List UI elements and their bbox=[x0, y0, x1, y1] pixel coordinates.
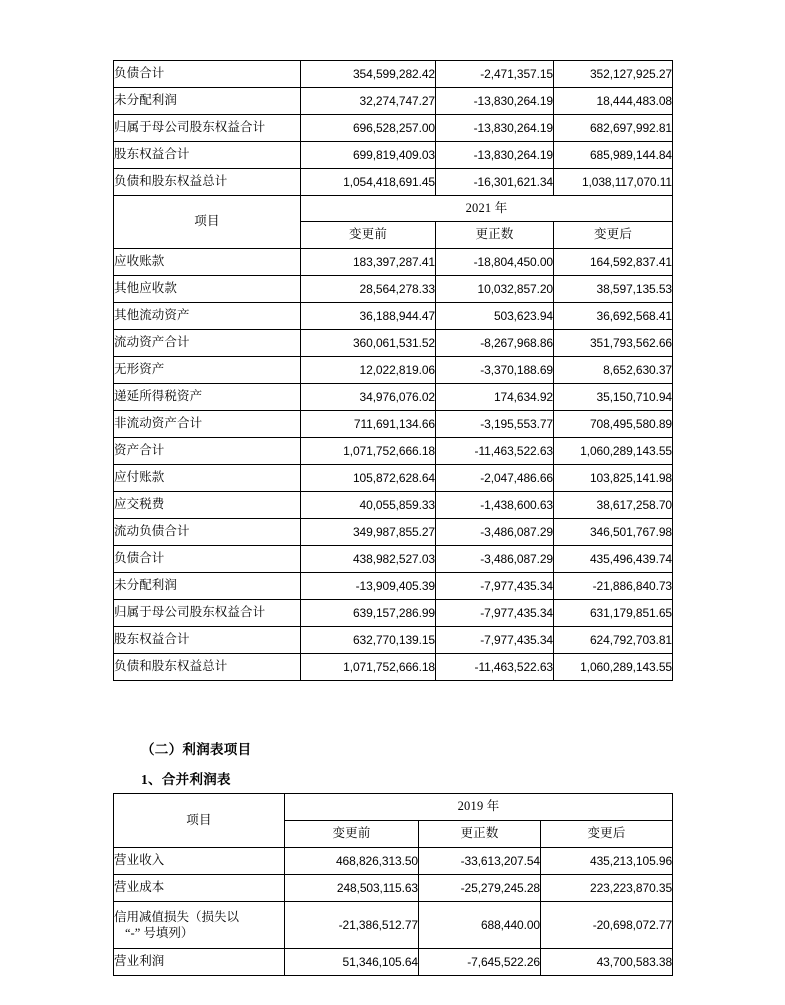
row-value-after: 38,597,135.53 bbox=[554, 276, 673, 303]
row-label: 未分配利润 bbox=[114, 573, 301, 600]
balance-sheet-continued-body bbox=[114, 61, 673, 196]
row-value-before: 105,872,628.64 bbox=[301, 465, 436, 492]
row-label: 非流动资产合计 bbox=[114, 411, 301, 438]
table-row bbox=[114, 519, 673, 546]
header-item-label: 项目 bbox=[114, 196, 301, 249]
row-value-correction: -2,047,486.66 bbox=[436, 465, 554, 492]
row-value-before: -13,909,405.39 bbox=[301, 573, 436, 600]
row-value-before: 354,599,282.42 bbox=[301, 61, 436, 88]
balance-sheet-body bbox=[114, 249, 673, 681]
row-value-correction: -1,438,600.63 bbox=[436, 492, 554, 519]
row-label: 股东权益合计 bbox=[114, 142, 301, 169]
row-value-before: 1,071,752,666.18 bbox=[301, 654, 436, 681]
row-value-after: 223,223,870.35 bbox=[541, 875, 673, 902]
row-value-after: 624,792,703.81 bbox=[554, 627, 673, 654]
row-label: 负债合计 bbox=[114, 61, 301, 88]
row-value-correction: -3,370,188.69 bbox=[436, 357, 554, 384]
row-label: 流动资产合计 bbox=[114, 330, 301, 357]
table-row bbox=[114, 654, 673, 681]
row-value-correction: -3,486,087.29 bbox=[436, 519, 554, 546]
table-row bbox=[114, 249, 673, 276]
header-year-label: 2021 年 bbox=[301, 196, 673, 222]
row-label: 营业利润 bbox=[114, 949, 285, 976]
table-row bbox=[114, 330, 673, 357]
row-value-after: -21,886,840.73 bbox=[554, 573, 673, 600]
row-label: 未分配利润 bbox=[114, 88, 301, 115]
table-row bbox=[114, 411, 673, 438]
section-heading: （二）利润表项目 bbox=[141, 742, 252, 757]
row-value-before: 438,982,527.03 bbox=[301, 546, 436, 573]
row-value-after: 38,617,258.70 bbox=[554, 492, 673, 519]
row-value-correction: 10,032,857.20 bbox=[436, 276, 554, 303]
table-row bbox=[114, 848, 673, 875]
row-value-correction: -13,830,264.19 bbox=[436, 142, 554, 169]
row-value-correction: -3,486,087.29 bbox=[436, 546, 554, 573]
row-value-after: 708,495,580.89 bbox=[554, 411, 673, 438]
row-value-correction: -13,830,264.19 bbox=[436, 88, 554, 115]
row-value-after: 1,038,117,070.11 bbox=[554, 169, 673, 196]
row-value-before: -21,386,512.77 bbox=[285, 902, 419, 949]
row-value-correction: -11,463,522.63 bbox=[436, 438, 554, 465]
row-value-before: 1,071,752,666.18 bbox=[301, 438, 436, 465]
row-value-correction: -25,279,245.28 bbox=[419, 875, 541, 902]
row-value-correction: 503,623.94 bbox=[436, 303, 554, 330]
row-value-after: 351,793,562.66 bbox=[554, 330, 673, 357]
row-label: 其他应收款 bbox=[114, 276, 301, 303]
row-value-after: 18,444,483.08 bbox=[554, 88, 673, 115]
row-label: 负债和股东权益总计 bbox=[114, 654, 301, 681]
row-value-before: 51,346,105.64 bbox=[285, 949, 419, 976]
row-value-before: 28,564,278.33 bbox=[301, 276, 436, 303]
balance-sheet-table bbox=[113, 60, 673, 681]
row-value-after: 631,179,851.65 bbox=[554, 600, 673, 627]
row-value-before: 32,274,747.27 bbox=[301, 88, 436, 115]
row-value-correction: 688,440.00 bbox=[419, 902, 541, 949]
header-col-before: 变更前 bbox=[301, 222, 436, 249]
header-col-before: 变更前 bbox=[285, 821, 419, 848]
header-col-correction: 更正数 bbox=[419, 821, 541, 848]
row-value-after: -20,698,072.77 bbox=[541, 902, 673, 949]
row-label: 应交税费 bbox=[114, 492, 301, 519]
row-value-before: 183,397,287.41 bbox=[301, 249, 436, 276]
row-value-after: 8,652,630.37 bbox=[554, 357, 673, 384]
table-row bbox=[114, 949, 673, 976]
row-value-correction: -7,645,522.26 bbox=[419, 949, 541, 976]
row-label: 递延所得税资产 bbox=[114, 384, 301, 411]
row-value-before: 632,770,139.15 bbox=[301, 627, 436, 654]
row-value-correction: -7,977,435.34 bbox=[436, 627, 554, 654]
row-value-after: 352,127,925.27 bbox=[554, 61, 673, 88]
table-header-row-top bbox=[114, 196, 673, 222]
row-value-before: 699,819,409.03 bbox=[301, 142, 436, 169]
row-value-after: 43,700,583.38 bbox=[541, 949, 673, 976]
row-value-correction: -2,471,357.15 bbox=[436, 61, 554, 88]
income-statement-table bbox=[113, 793, 673, 976]
row-value-after: 35,150,710.94 bbox=[554, 384, 673, 411]
table-row bbox=[114, 115, 673, 142]
table-row bbox=[114, 546, 673, 573]
table-row bbox=[114, 384, 673, 411]
row-value-after: 1,060,289,143.55 bbox=[554, 654, 673, 681]
table-row bbox=[114, 600, 673, 627]
row-value-before: 711,691,134.66 bbox=[301, 411, 436, 438]
row-value-correction: -8,267,968.86 bbox=[436, 330, 554, 357]
row-value-before: 40,055,859.33 bbox=[301, 492, 436, 519]
subsection-heading: 1、合并利润表 bbox=[141, 772, 231, 787]
table-row bbox=[114, 142, 673, 169]
row-value-after: 435,213,105.96 bbox=[541, 848, 673, 875]
row-label: 归属于母公司股东权益合计 bbox=[114, 115, 301, 142]
row-label: 流动负债合计 bbox=[114, 519, 301, 546]
row-label: 负债合计 bbox=[114, 546, 301, 573]
row-value-before: 349,987,855.27 bbox=[301, 519, 436, 546]
header-col-after: 变更后 bbox=[541, 821, 673, 848]
row-value-before: 36,188,944.47 bbox=[301, 303, 436, 330]
row-value-before: 248,503,115.63 bbox=[285, 875, 419, 902]
row-label: 营业收入 bbox=[114, 848, 285, 875]
row-value-after: 1,060,289,143.55 bbox=[554, 438, 673, 465]
table-row bbox=[114, 303, 673, 330]
table-row bbox=[114, 465, 673, 492]
table-row bbox=[114, 627, 673, 654]
row-value-correction: -33,613,207.54 bbox=[419, 848, 541, 875]
table-row bbox=[114, 61, 673, 88]
row-value-after: 435,496,439.74 bbox=[554, 546, 673, 573]
row-value-after: 346,501,767.98 bbox=[554, 519, 673, 546]
table-row bbox=[114, 88, 673, 115]
row-value-before: 12,022,819.06 bbox=[301, 357, 436, 384]
row-value-before: 360,061,531.52 bbox=[301, 330, 436, 357]
row-label: 归属于母公司股东权益合计 bbox=[114, 600, 301, 627]
table-row bbox=[114, 492, 673, 519]
row-value-correction: 174,634.92 bbox=[436, 384, 554, 411]
row-label: 负债和股东权益总计 bbox=[114, 169, 301, 196]
row-label: 应收账款 bbox=[114, 249, 301, 276]
table-row bbox=[114, 875, 673, 902]
row-value-correction: -13,830,264.19 bbox=[436, 115, 554, 142]
balance-sheet-header-body bbox=[114, 196, 673, 249]
table-row bbox=[114, 438, 673, 465]
row-label: 无形资产 bbox=[114, 357, 301, 384]
income-statement-header-body bbox=[114, 794, 673, 848]
table-row bbox=[114, 902, 673, 949]
row-value-after: 36,692,568.41 bbox=[554, 303, 673, 330]
table-row bbox=[114, 573, 673, 600]
row-value-before: 1,054,418,691.45 bbox=[301, 169, 436, 196]
row-value-after: 103,825,141.98 bbox=[554, 465, 673, 492]
header-year-label: 2019 年 bbox=[285, 794, 673, 821]
row-value-correction: -11,463,522.63 bbox=[436, 654, 554, 681]
header-col-after: 变更后 bbox=[554, 222, 673, 249]
row-value-correction: -3,195,553.77 bbox=[436, 411, 554, 438]
table-row bbox=[114, 276, 673, 303]
row-label: 应付账款 bbox=[114, 465, 301, 492]
header-item-label: 项目 bbox=[114, 794, 285, 848]
row-value-after: 682,697,992.81 bbox=[554, 115, 673, 142]
row-label: 股东权益合计 bbox=[114, 627, 301, 654]
row-label: 营业成本 bbox=[114, 875, 285, 902]
table-row bbox=[114, 169, 673, 196]
row-value-correction: -7,977,435.34 bbox=[436, 573, 554, 600]
row-value-before: 696,528,257.00 bbox=[301, 115, 436, 142]
row-value-correction: -7,977,435.34 bbox=[436, 600, 554, 627]
row-label: 资产合计 bbox=[114, 438, 301, 465]
row-value-after: 685,989,144.84 bbox=[554, 142, 673, 169]
header-col-correction: 更正数 bbox=[436, 222, 554, 249]
row-value-correction: -18,804,450.00 bbox=[436, 249, 554, 276]
row-label: 其他流动资产 bbox=[114, 303, 301, 330]
row-value-before: 468,826,313.50 bbox=[285, 848, 419, 875]
row-value-after: 164,592,837.41 bbox=[554, 249, 673, 276]
row-label: 信用减值损失（损失以 “-” 号填列） bbox=[114, 902, 285, 949]
row-value-before: 639,157,286.99 bbox=[301, 600, 436, 627]
table-header-row-top bbox=[114, 794, 673, 821]
row-value-before: 34,976,076.02 bbox=[301, 384, 436, 411]
row-value-correction: -16,301,621.34 bbox=[436, 169, 554, 196]
income-statement-body bbox=[114, 848, 673, 976]
table-row bbox=[114, 357, 673, 384]
